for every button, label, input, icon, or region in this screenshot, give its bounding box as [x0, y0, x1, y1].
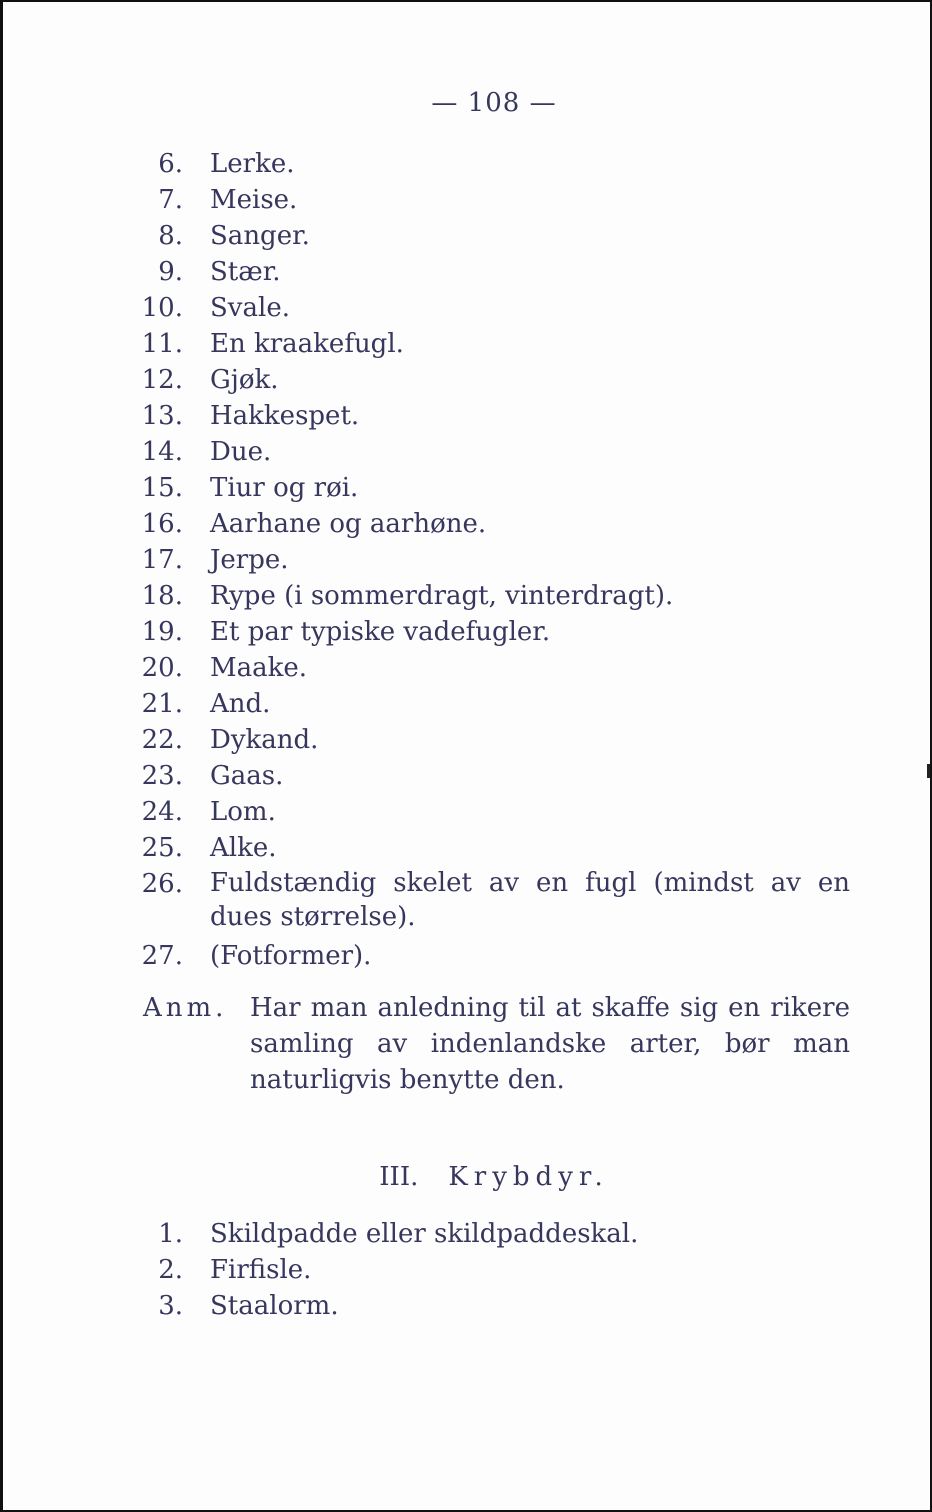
list-item: [3, 1288, 932, 1324]
list-item: [3, 254, 932, 290]
section-title: Krybdyr.: [448, 1162, 609, 1192]
note-label: Anm.: [143, 993, 228, 1023]
section-heading: [3, 1162, 932, 1192]
item-number: 18.: [141, 581, 183, 611]
item-number: 12.: [141, 365, 183, 395]
item-number: 22.: [141, 725, 183, 755]
item-number: 6.: [158, 149, 183, 179]
item-number: 25.: [141, 833, 183, 863]
item-text: (Fotformer).: [210, 941, 372, 971]
list-item: [3, 830, 932, 866]
item-text: Due.: [210, 437, 272, 467]
list-item: [3, 218, 932, 254]
item-number: 11.: [141, 329, 183, 359]
item-text: Fuldstændig skelet av en fugl (mindst av en dues størrelse).: [210, 868, 850, 932]
list-item: [3, 362, 932, 398]
list-item: [3, 1252, 932, 1288]
item-text: Jerpe.: [210, 545, 289, 575]
item-text: Sanger.: [210, 221, 310, 251]
item-text: Et par typiske vadefugler.: [210, 617, 551, 647]
list-item: [3, 650, 932, 686]
item-number: 15.: [141, 473, 183, 503]
item-text: Hakkespet.: [210, 401, 360, 431]
list-item: [3, 182, 932, 218]
list-item: [3, 146, 932, 182]
note-text: Har man anledning til at skaffe sig en rikere samling av indenlandske arter, bør man naturligvis benytte den.: [250, 993, 850, 1095]
item-number: 20.: [141, 653, 183, 683]
item-text: Stær.: [210, 257, 281, 287]
page-number: — 108 —: [431, 88, 557, 118]
item-text: Tiur og røi.: [210, 473, 359, 503]
list-item: [3, 578, 932, 614]
item-text: Dykand.: [210, 725, 319, 755]
item-text: Gjøk.: [210, 365, 279, 395]
bird-list: [3, 146, 932, 974]
item-number: 19.: [141, 617, 183, 647]
list-item: [3, 470, 932, 506]
item-text: En kraakefugl.: [210, 329, 404, 359]
item-number: 26.: [141, 869, 183, 899]
item-text: Alke.: [210, 833, 277, 863]
item-number: 21.: [141, 689, 183, 719]
item-number: 27.: [141, 941, 183, 971]
item-number: 14.: [141, 437, 183, 467]
item-text: And.: [210, 689, 271, 719]
item-text: Aarhane og aarhøne.: [210, 509, 487, 539]
list-item: [3, 1216, 932, 1252]
item-text: Lerke.: [210, 149, 295, 179]
list-item: [3, 794, 932, 830]
item-number: 13.: [141, 401, 183, 431]
item-number: 23.: [141, 761, 183, 791]
item-number: 10.: [141, 293, 183, 323]
list-item: [3, 542, 932, 578]
list-item: [3, 866, 932, 938]
scan-edge-mark: [927, 764, 930, 778]
item-number: 17.: [141, 545, 183, 575]
list-item: [3, 938, 932, 974]
list-item: [3, 326, 932, 362]
item-number: 1.: [158, 1219, 183, 1249]
item-text: Svale.: [210, 293, 290, 323]
item-number: 8.: [158, 221, 183, 251]
item-number: 3.: [158, 1291, 183, 1321]
item-number: 7.: [158, 185, 183, 215]
item-text: Staalorm.: [210, 1291, 339, 1321]
item-number: 24.: [141, 797, 183, 827]
item-text: Rype (i sommerdragt, vinterdragt).: [210, 581, 674, 611]
list-item: [3, 614, 932, 650]
list-item: [3, 722, 932, 758]
list-item: [3, 290, 932, 326]
list-item: [3, 506, 932, 542]
item-text: Lom.: [210, 797, 276, 827]
item-text: Firfisle.: [210, 1255, 312, 1285]
list-item: [3, 758, 932, 794]
section-number: III.: [379, 1162, 419, 1192]
item-number: 2.: [158, 1255, 183, 1285]
item-number: 16.: [141, 509, 183, 539]
item-text: Gaas.: [210, 761, 284, 791]
item-text: Maake.: [210, 653, 308, 683]
list-item: [3, 398, 932, 434]
list-item: [3, 686, 932, 722]
item-number: 9.: [158, 257, 183, 287]
reptile-list: [3, 1216, 932, 1324]
list-item: [3, 434, 932, 470]
item-text: Skildpadde eller skildpaddeskal.: [210, 1219, 639, 1249]
item-text: Meise.: [210, 185, 298, 215]
